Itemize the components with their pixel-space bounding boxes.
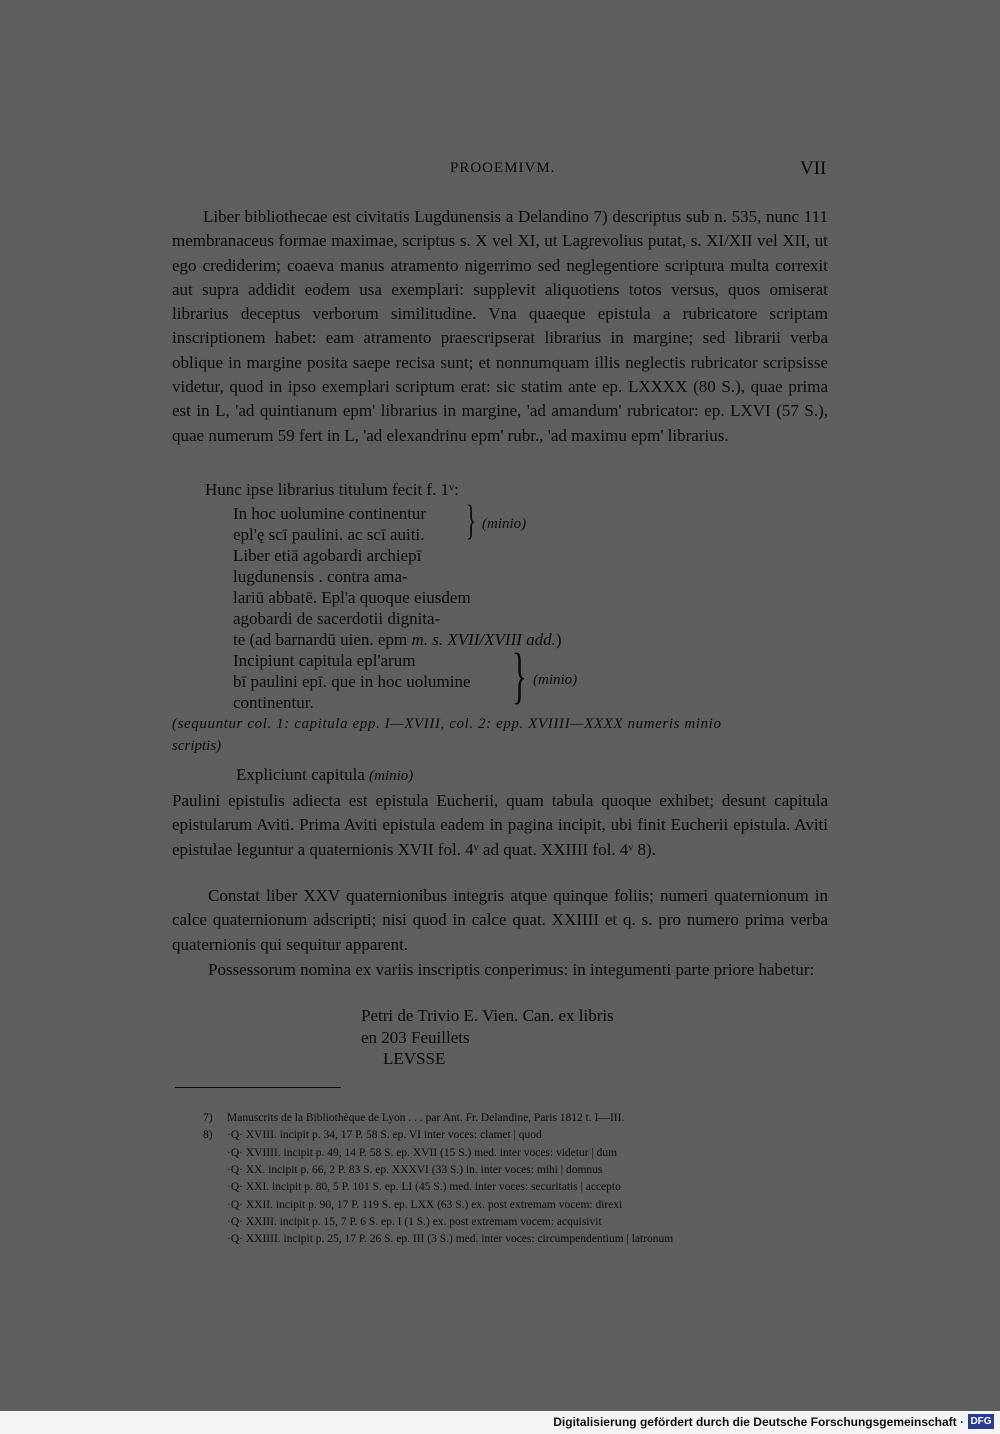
minio-note-3: (minio) [369, 768, 414, 784]
brace-1: } [466, 498, 477, 544]
title-line-1: In hoc uolumine continentur [233, 504, 427, 523]
footnote-text: ·Q· XXI. incipit p. 80, 5 P. 101 S. ep. LI (45 S.) med. inter voces: securitatis | accepto [227, 1181, 621, 1194]
minio-note-1: (minio) [482, 516, 527, 532]
footnote-text: ·Q· XVIII. incipit p. 34, 17 P. 58 S. ep. VI inter voces: clamet | quod [227, 1129, 542, 1142]
paragraph-1: Liber bibliothecae est civitatis Lugdunensis a Delandino 7) descriptus sub n. 535, nunc 111 membranaceus formae maximae, scriptus s. X vel XI, ut Lagrevolius putat, s. XI/XII vel XII, ut ego crediderim; coaeva manus atramento nigerrimo sed neglegentiore scriptura multa correxit aut supra addidit eodem usa exemplari: supplevit aliquotiens totos versus, quos omiserat librarius deceptus verborum similitudine. Vna quaeque epistula a rubricatore scriptam inscriptionem habet: eam atramento praescripserat librarius in margine; sed librarii verba oblique in margine posita saepe recisa sunt; et nonnumquam illis neglectis rubricator scripsisse videtur, quod in ipso exemplari scriptum erat: sic statim ante ep. LXXXX (80 S.), quae prima est in L, 'ad quintianum epm' librarius in margine, 'ad amandum' rubricator: ep. LXVI (57 S.), quae numerum 59 fert in L, 'ad elexandrinu epm' rubr., 'ad maximu epm' librarius. [172, 207, 828, 445]
title-line-3: Liber etiā agobardi archiepī [233, 546, 422, 565]
funding-notice: Digitalisierung gefördert durch die Deutsche Forschungsgemeinschaft · [553, 1415, 964, 1429]
footnote-line [203, 1216, 602, 1228]
footnote-line [203, 1129, 542, 1141]
paragraph-2: Paulini epistulis adiecta est epistula Eucherii, quam tabula quoque exhibet; desunt capitula epistularum Aviti. Prima Aviti epistula eadem in pagina incipit, ubi finit Eucherii epistula. Aviti epistulae leguntur a quaternionis XVII fol. 4ᵛ ad quat. XXIIII fol. 4ᵛ 8). [172, 791, 828, 859]
expliciunt-text: Expliciunt capitula [236, 765, 365, 784]
brace-2: } [512, 642, 527, 710]
title-line-9: bī paulini epī. que in hoc uolumine [233, 672, 471, 691]
page-number: VII [800, 158, 827, 179]
owner-line-2: en 203 Feuillets [361, 1028, 470, 1047]
title-line-4: lugdunensis . contra ama- [233, 567, 408, 586]
title-line-5: lariū abbatē. Epl'a quoque eiusdem [233, 588, 471, 607]
title-line-7-text: te (ad barnardū uien. epm [233, 630, 408, 649]
footnote-number: 8) [203, 1129, 213, 1142]
expliciunt-line [236, 765, 413, 785]
title-line-7-close: ) [555, 630, 562, 649]
later-hand-note: m. s. XVII/XVIII add. [411, 630, 556, 649]
footnote-line [203, 1147, 617, 1159]
title-line-10: continentur. [233, 693, 314, 712]
minio-note-2: (minio) [533, 672, 578, 688]
paragraph-3: Constat liber XXV quaternionibus integris atque quinque foliis; numeri quaternionum in calce quaternionum adscripti; nisi quod in calce quat. XXIIII et q. s. pro numero prima verba quaternionis qui sequitur apparent. [172, 886, 828, 954]
footnote-rule [175, 1087, 341, 1088]
footnote-text: ·Q· XVIIII. incipit p. 49, 14 P. 58 S. ep. XVII (15 S.) med. inter voces: videtur | dum [227, 1146, 618, 1159]
digitization-footer [0, 1411, 1000, 1434]
intro-line: Hunc ipse librarius titulum fecit f. 1ᵛ: [205, 480, 459, 499]
footnote-text: ·Q· XXII. incipit p. 90, 17 P. 119 S. ep. LXX (63 S.) ex. post extremam vocem: direxi [227, 1198, 623, 1211]
footnote-text: ·Q· XX. incipit p. 66, 2 P. 83 S. ep. XXXVI (33 S.) in. inter voces: mihi | domnus [227, 1163, 603, 1176]
footnote-line [203, 1199, 622, 1211]
footnote-line [203, 1164, 602, 1176]
owner-line-3: LEVSSE [383, 1049, 446, 1068]
owner-line-1: Petri de Trivio E. Vien. Can. ex libris [361, 1006, 614, 1025]
title-line-6: agobardi de sacerdotii dignita- [233, 609, 441, 628]
title-line-8: Incipiunt capitula epl'arum [233, 651, 416, 670]
footnote-text: ·Q· XXIIII. incipit p. 25, 17 P. 26 S. ep. III (3 S.) med. inter voces: circumpendentium | latronum [227, 1233, 674, 1246]
footnote-text: Manuscrits de la Bibliothèque de Lyon . . . par Ant. Fr. Delandine, Paris 1812 t. I—III. [227, 1112, 625, 1124]
sequuntur-note-2: scriptis) [172, 738, 222, 754]
footnote-line [203, 1181, 621, 1193]
running-title: PROOEMIVM. [450, 160, 556, 176]
paragraph-4: Possessorum nomina ex variis inscriptis conperimus: in integumenti parte priore habetur: [208, 960, 815, 979]
footnote-number: 7) [203, 1112, 213, 1124]
footnote-line [203, 1112, 624, 1124]
footnote-line [203, 1233, 673, 1245]
dfg-logo: DFG [968, 1414, 994, 1429]
title-line-2: epl'ę scī paulini. ac scī auiti. [233, 525, 425, 544]
footnote-text: ·Q· XXIII. incipit p. 15, 7 P. 6 S. ep. I (1 S.) ex. post extremam vocem: acquisivit [227, 1215, 602, 1228]
sequuntur-note-1: (sequuntur col. 1: capitula epp. I—XVIII, col. 2: epp. XVIIII—XXXX numeris minio [172, 716, 722, 732]
